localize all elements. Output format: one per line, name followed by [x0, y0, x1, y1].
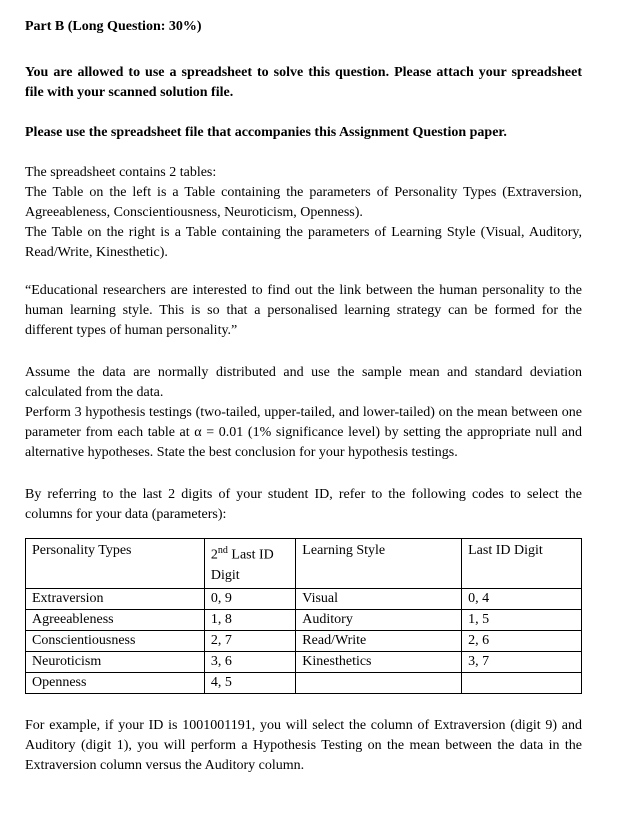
personality-digits-cell: 4, 5 — [204, 672, 295, 693]
header-last-id-digit: Last ID Digit — [462, 539, 582, 589]
learning-digits-cell — [462, 672, 582, 693]
example-paragraph: For example, if your ID is 1001001191, you will select the column of Extraversion (digit 9) and Auditory (digit 1), you will perform a Hypothesis Testing on the mean between the data in the Extraversion column versus the Auditory column. — [25, 717, 582, 773]
personality-digits-cell: 0, 9 — [204, 588, 295, 609]
assumption-instructions — [25, 363, 582, 463]
personality-cell: Openness — [26, 672, 205, 693]
personality-digits-cell: 3, 6 — [204, 651, 295, 672]
learning-digits-cell: 3, 7 — [462, 651, 582, 672]
table-row — [26, 672, 582, 693]
use-spreadsheet-instruction: Please use the spreadsheet file that accompanies this Assignment Question paper. — [25, 125, 507, 140]
learning-cell: Kinesthetics — [296, 651, 462, 672]
assumption-line-1: Assume the data are normally distributed and use the sample mean and standard deviation calculated from the data. — [25, 365, 582, 400]
learning-digits-cell: 1, 5 — [462, 609, 582, 630]
digit-code-table — [25, 538, 582, 694]
tables-intro-line-3: The Table on the right is a Table containing the parameters of Learning Style (Visual, Auditory, Read/Write, Kinesthetic). — [25, 225, 582, 260]
learning-cell: Visual — [296, 588, 462, 609]
personality-digits-cell: 2, 7 — [204, 630, 295, 651]
spreadsheet-allowed-note: You are allowed to use a spreadsheet to solve this question. Please attach your spreadsheet file with your scanned solution file. — [25, 65, 582, 100]
personality-digits-cell: 1, 8 — [204, 609, 295, 630]
table-row — [26, 588, 582, 609]
learning-digits-cell: 2, 6 — [462, 630, 582, 651]
personality-cell: Extraversion — [26, 588, 205, 609]
researchers-quote: “Educational researchers are interested to find out the link between the human personality to the human learning style. This is so that a personalised learning strategy can be formed for the different types of human personality.” — [25, 283, 582, 338]
header-2nd-last-id-digit: 2nd Last ID Digit — [204, 539, 295, 589]
table-row — [26, 609, 582, 630]
learning-cell — [296, 672, 462, 693]
personality-cell: Neuroticism — [26, 651, 205, 672]
header-learning-style: Learning Style — [296, 539, 462, 589]
learning-cell: Read/Write — [296, 630, 462, 651]
table-row — [26, 651, 582, 672]
page-title: Part B (Long Question: 30%) — [25, 19, 202, 34]
assumption-line-2: Perform 3 hypothesis testings (two-tailed, upper-tailed, and lower-tailed) on the mean between one parameter from each table at α = 0.01 (1% significance level) by setting the appropriate null and alternative hypotheses. State the best conclusion for your hypothesis testings. — [25, 405, 582, 460]
tables-intro-line-2: The Table on the left is a Table containing the parameters of Personality Types (Extraversion, Agreeableness, Conscientiousness, Neuroticism, Openness). — [25, 185, 582, 220]
learning-cell: Auditory — [296, 609, 462, 630]
table-header-row — [26, 539, 582, 589]
tables-intro — [25, 163, 582, 263]
learning-digits-cell: 0, 4 — [462, 588, 582, 609]
table-row — [26, 630, 582, 651]
tables-intro-line-1: The spreadsheet contains 2 tables: — [25, 165, 217, 180]
personality-cell: Conscientiousness — [26, 630, 205, 651]
refer-instruction: By referring to the last 2 digits of your student ID, refer to the following codes to select the columns for your data (parameters): — [25, 487, 582, 522]
personality-cell: Agreeableness — [26, 609, 205, 630]
document-page — [25, 17, 582, 776]
header-personality-types: Personality Types — [26, 539, 205, 589]
